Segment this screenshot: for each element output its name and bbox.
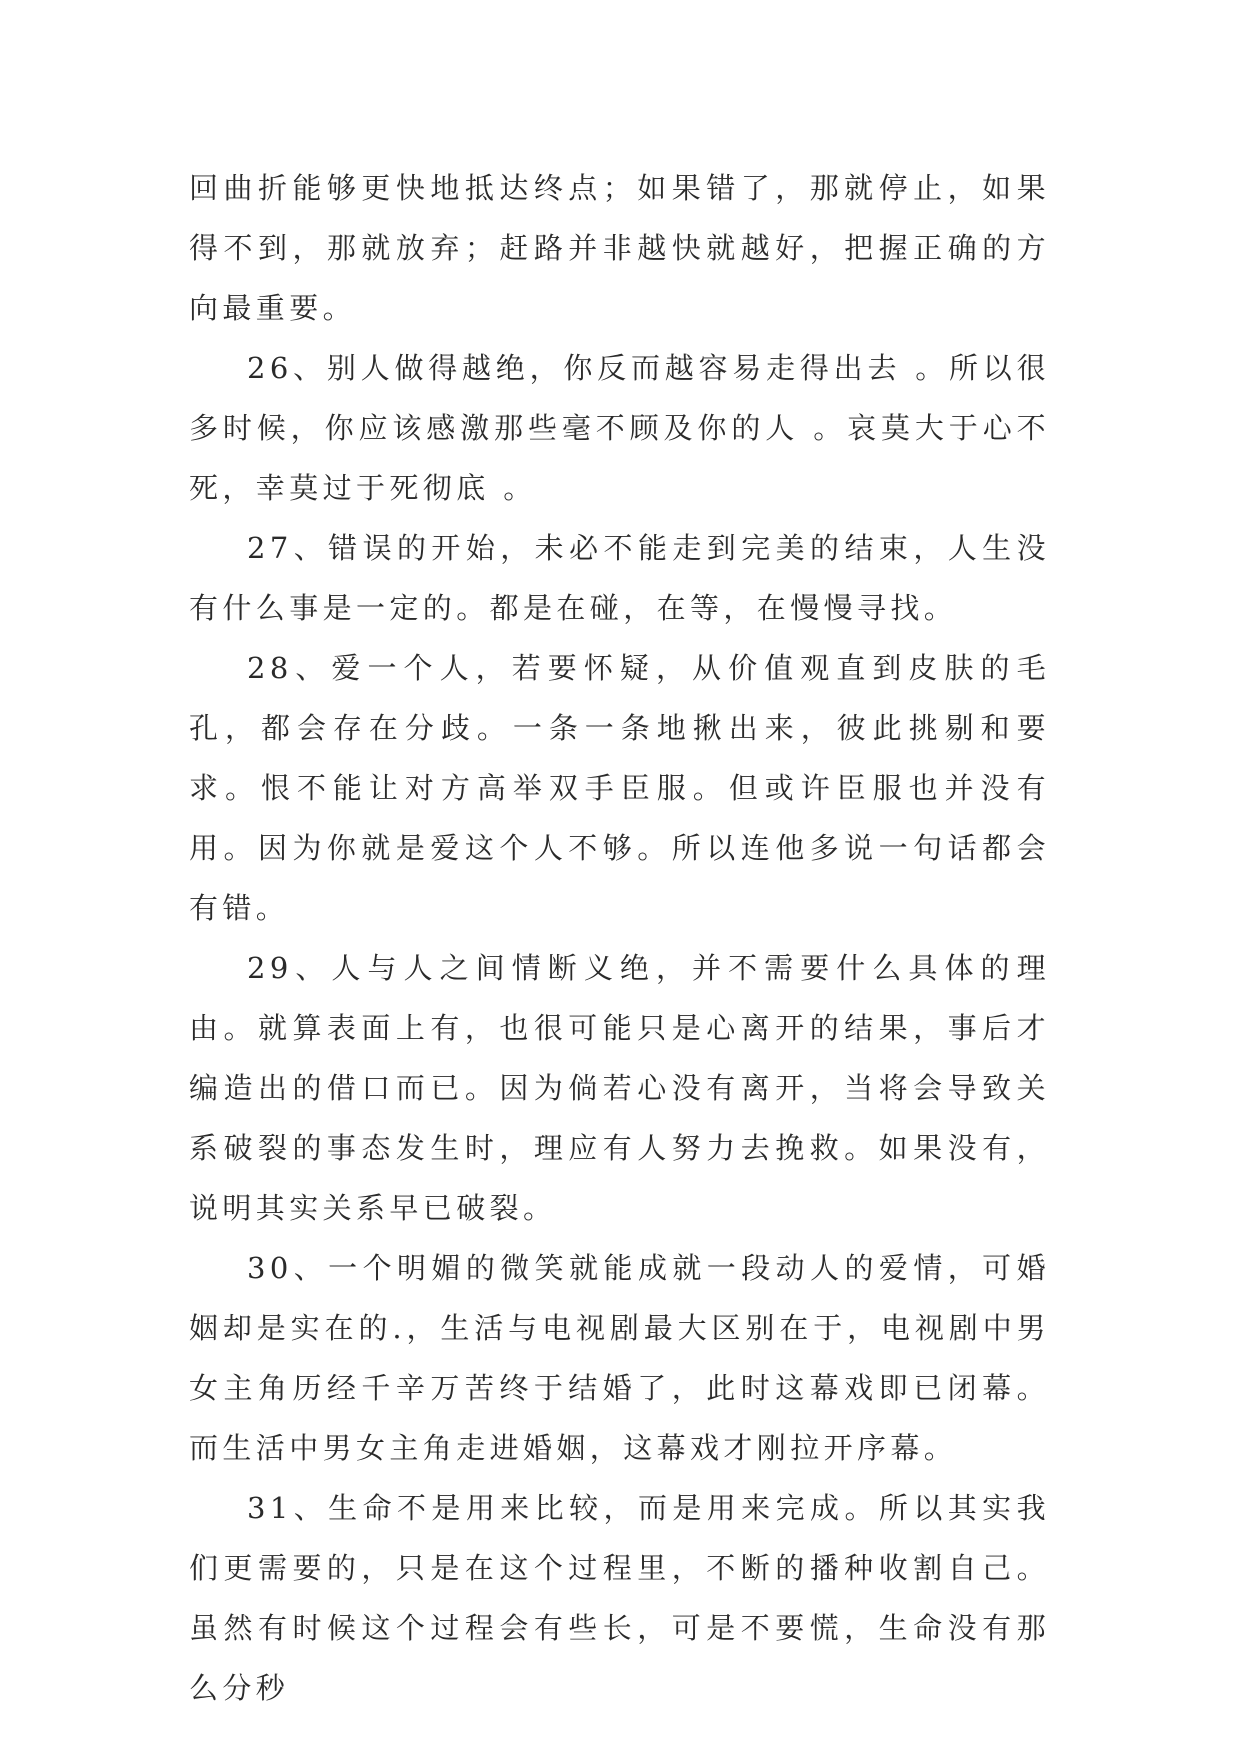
paragraph-28: 28、爱一个人，若要怀疑，从价值观直到皮肤的毛孔，都会存在分歧。一条一条地揪出来，彼此挑剔和要求。恨不能让对方高举双手臣服。但或许臣服也并没有用。因为你就是爱这个人不够。所以连他多说一句话都会有错。 xyxy=(189,651,1050,925)
paragraph-29: 29、人与人之间情断义绝，并不需要什么具体的理由。就算表面上有，也很可能只是心离开的结果，事后才编造出的借口而已。因为倘若心没有离开，当将会导致关系破裂的事态发生时，理应有人努力去挽救。如果没有，说明其实关系早已破裂。 xyxy=(189,951,1050,1225)
paragraph-27: 27、错误的开始，未必不能走到完美的结束，人生没有什么事是一定的。都是在碰，在等，在慢慢寻找。 xyxy=(189,531,1050,625)
paragraph-31: 31、生命不是用来比较，而是用来完成。所以其实我们更需要的，只是在这个过程里，不断的播种收割自己。虽然有时候这个过程会有些长，可是不要慌，生命没有那么分秒 xyxy=(189,1491,1050,1705)
paragraph-30: 30、一个明媚的微笑就能成就一段动人的爱情，可婚姻却是实在的.，生活与电视剧最大区别在于，电视剧中男女主角历经千辛万苦终于结婚了，此时这幕戏即已闭幕。 而生活中男女主角走进婚姻，这幕戏才刚拉开序幕。 xyxy=(189,1251,1050,1465)
paragraph-26: 26、别人做得越绝，你反而越容易走得出去 。所以很多时候，你应该感激那些毫不顾及你的人 。哀莫大于心不死，幸莫过于死彻底 。 xyxy=(189,351,1050,505)
paragraph-continuation: 回曲折能够更快地抵达终点；如果错了，那就停止，如果得不到，那就放弃；赶路并非越快就越好，把握正确的方向最重要。 xyxy=(189,171,1050,325)
document-body xyxy=(189,158,1050,1718)
